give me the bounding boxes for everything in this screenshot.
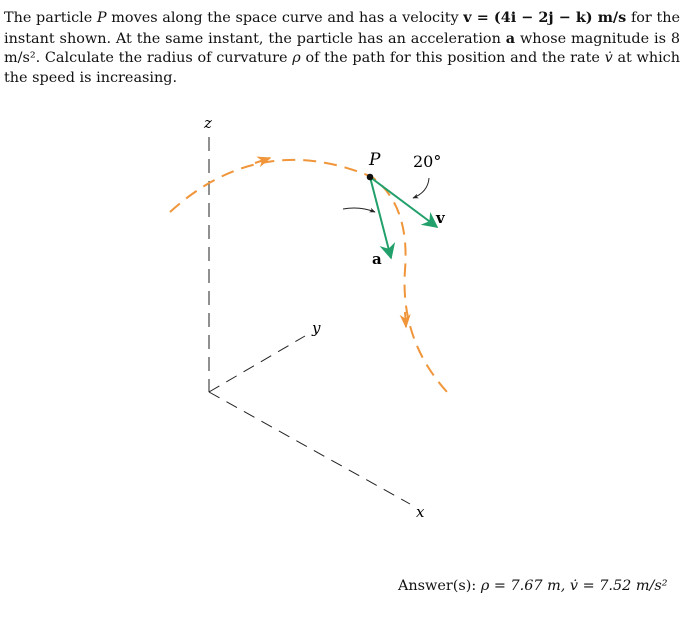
space-curve: [170, 160, 447, 392]
problem-text-5: at which the speed is increasing.: [4, 50, 681, 86]
z-axis-label: z: [204, 114, 212, 132]
problem-text-1b: moves along the space curve and has a velocity: [111, 10, 459, 26]
particle-symbol: P: [96, 10, 107, 26]
problem-text-3: whose magnitude is 8 m/s². Calculate the radius of curvature: [4, 30, 681, 66]
curve-direction-arrow-2: [405, 312, 406, 327]
velocity-label: v: [436, 209, 445, 227]
y-axis-label: y: [312, 319, 321, 337]
angle-label: 20°: [413, 152, 442, 171]
answer-vdot: v̇ = 7.52 m/s²: [569, 578, 668, 594]
particle-label: P: [369, 150, 381, 170]
angle-pointer-arrow: [413, 178, 429, 198]
answer-rho: ρ = 7.67 m,: [480, 578, 566, 594]
vdot-symbol: v̇: [604, 50, 613, 66]
answer-line: [398, 578, 668, 594]
acceleration-symbol: a: [505, 29, 516, 47]
problem-text-2: for the instant shown. At the same instant, the particle has an acceleration: [4, 10, 681, 47]
answer-prefix: Answer(s):: [398, 578, 477, 594]
problem-text-1: The particle: [4, 10, 93, 26]
velocity-expression: v = (4i − 2j − k) m/s: [463, 9, 627, 26]
x-axis: [209, 392, 410, 504]
acceleration-label: a: [372, 250, 382, 268]
x-axis-label: x: [416, 503, 425, 521]
problem-text-4: of the path for this position and the rate: [305, 50, 600, 66]
rho-symbol: ρ: [292, 50, 301, 66]
particle-point: [367, 174, 374, 181]
y-axis: [209, 336, 305, 392]
tangent-pointer-arrow: [343, 208, 375, 212]
